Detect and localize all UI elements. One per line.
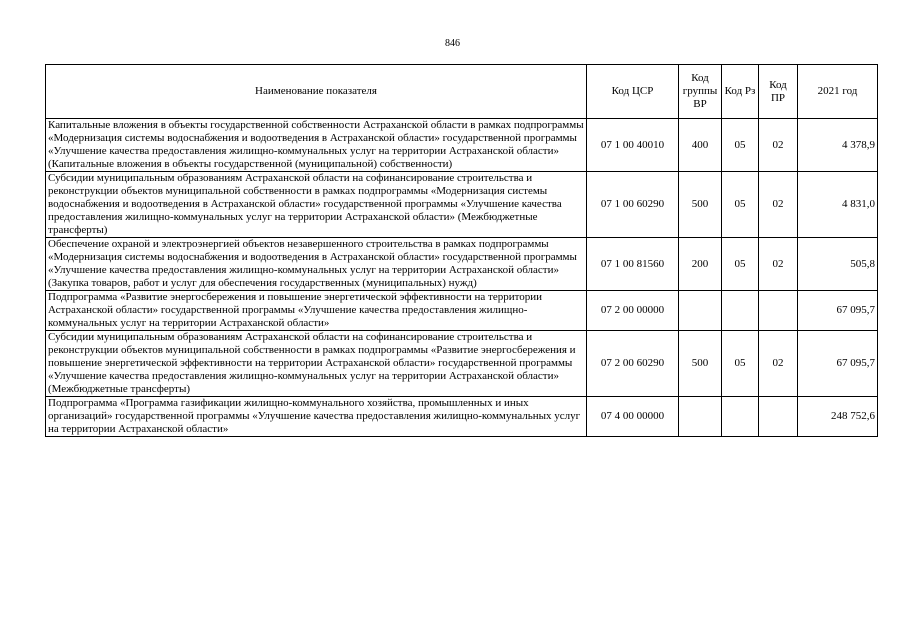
header-vr: Код группы ВР (679, 65, 722, 119)
row-pr: 02 (759, 331, 798, 397)
table-header-row (46, 65, 878, 119)
table-row (46, 397, 878, 437)
row-name: Капитальные вложения в объекты государственной собственности Астраханской области в рамках подпрограммы «Модернизация системы водоснабжения и водоотведения в Астраханской области» государственной программы «Улучшение качества предоставления жилищно-коммунальных услуг на территории Астраханской области» (Капитальные вложения в объекты государственной (муниципальной) собственности) (46, 119, 587, 172)
row-name: Обеспечение охраной и электроэнергией объектов незавершенного строительства в рамках подпрограммы «Модернизация системы водоснабжения и водоотведения в Астраханской области» государственной программы «Улучшение качества предоставления жилищно-коммунальных услуг на территории Астраханской области» (Закупка товаров, работ и услуг для обеспечения государственных (муниципальных) нужд) (46, 238, 587, 291)
row-rz: 05 (722, 119, 759, 172)
row-amount: 505,8 (798, 238, 878, 291)
row-pr: 02 (759, 238, 798, 291)
row-csr: 07 1 00 81560 (587, 238, 679, 291)
header-rz: Код Рз (722, 65, 759, 119)
row-name: Субсидии муниципальным образованиям Астраханской области на софинансирование строительства и реконструкции объектов муниципальной собственности в рамках подпрограммы «Развитие энергосбережения и повышение энергетической эффективности на территории Астраханской области» государственной программы «Улучшение качества предоставления жилищно-коммунальных услуг на территории Астраханской области» (Межбюджетные трансферты) (46, 331, 587, 397)
row-name: Субсидии муниципальным образованиям Астраханской области на софинансирование строительства и реконструкции объектов муниципальной собственности в рамках подпрограммы «Модернизация системы водоснабжения и водоотведения в Астраханской области» государственной программы «Улучшение качества предоставления жилищно-коммунальных услуг на территории Астраханской области» (Межбюджетные трансферты) (46, 172, 587, 238)
row-name: Подпрограмма «Программа газификации жилищно-коммунального хозяйства, промышленных и иных организаций» государственной программы «Улучшение качества предоставления жилищно-коммунальных услуг на территории Астраханской области» (46, 397, 587, 437)
row-csr: 07 1 00 40010 (587, 119, 679, 172)
table-row (46, 238, 878, 291)
row-rz: 05 (722, 238, 759, 291)
row-pr: 02 (759, 119, 798, 172)
row-pr (759, 397, 798, 437)
table-row (46, 331, 878, 397)
table-row (46, 172, 878, 238)
row-rz (722, 397, 759, 437)
row-amount: 248 752,6 (798, 397, 878, 437)
row-rz: 05 (722, 172, 759, 238)
row-csr: 07 2 00 60290 (587, 331, 679, 397)
row-vr (679, 291, 722, 331)
row-name: Подпрограмма «Развитие энергосбережения и повышение энергетической эффективности на территории Астраханской области» государственной программы «Улучшение качества предоставления жилищно-коммунальных услуг на территории Астраханской области» (46, 291, 587, 331)
row-rz (722, 291, 759, 331)
budget-table (45, 64, 878, 437)
header-name: Наименование показателя (46, 65, 587, 119)
row-amount: 4 378,9 (798, 119, 878, 172)
row-vr: 500 (679, 331, 722, 397)
row-vr: 200 (679, 238, 722, 291)
page-number: 846 (445, 38, 460, 49)
row-csr: 07 2 00 00000 (587, 291, 679, 331)
row-pr: 02 (759, 172, 798, 238)
row-csr: 07 1 00 60290 (587, 172, 679, 238)
row-vr: 500 (679, 172, 722, 238)
header-pr: Код ПР (759, 65, 798, 119)
table-row (46, 291, 878, 331)
row-vr (679, 397, 722, 437)
table-row (46, 119, 878, 172)
row-pr (759, 291, 798, 331)
row-amount: 67 095,7 (798, 291, 878, 331)
row-csr: 07 4 00 00000 (587, 397, 679, 437)
header-csr: Код ЦСР (587, 65, 679, 119)
row-vr: 400 (679, 119, 722, 172)
header-year: 2021 год (798, 65, 878, 119)
row-amount: 67 095,7 (798, 331, 878, 397)
row-amount: 4 831,0 (798, 172, 878, 238)
row-rz: 05 (722, 331, 759, 397)
